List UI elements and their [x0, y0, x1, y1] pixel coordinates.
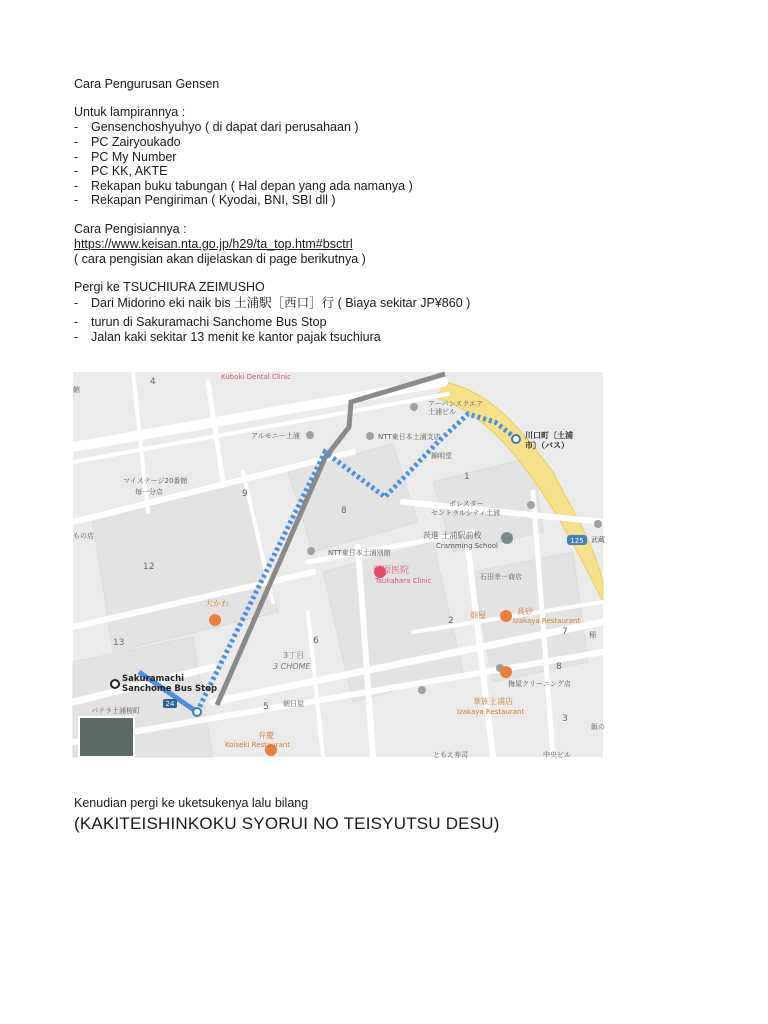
svg-text:6: 6: [313, 636, 319, 646]
attachment-item: - Gensenchoshyuhyo ( di dapat dari perusahaan ): [74, 120, 359, 134]
attachment-item: - PC My Number: [74, 150, 177, 164]
svg-text:12: 12: [143, 562, 155, 572]
svg-text:NTT東日本土浦支店: NTT東日本土浦支店: [378, 433, 441, 441]
attachment-item: - PC KK, AKTE: [74, 164, 168, 178]
attachment-item: - PC Zairyoukado: [74, 135, 181, 149]
filling-note: ( cara pengisian akan dijelaskan di page berikutnya ): [74, 252, 366, 266]
route-heading: Pergi ke TSUCHIURA ZEIMUSHO: [74, 280, 265, 294]
route-item: - Dari Midorino eki naik bis 土浦駅［西口］行 ( Biaya sekitar JP¥860 ): [74, 296, 471, 310]
svg-text:華族土浦店: 華族土浦店: [473, 697, 513, 706]
closing-phrase: (KAKITEISHINKOKU SYORUI NO TEISYUTSU DESU): [74, 814, 500, 833]
svg-text:7: 7: [562, 627, 568, 637]
svg-text:塚原医院: 塚原医院: [373, 566, 410, 576]
bus-stop-marker-icon: [111, 680, 119, 688]
svg-text:館: 館: [73, 386, 80, 394]
svg-text:飯の: 飯の: [591, 723, 605, 731]
svg-text:土浦ビル: 土浦ビル: [428, 408, 456, 416]
svg-text:8: 8: [556, 662, 562, 672]
svg-text:2: 2: [448, 616, 454, 626]
svg-text:稲: 稲: [589, 631, 596, 639]
svg-text:セントラルシティ土浦: セントラルシティ土浦: [431, 509, 501, 517]
svg-text:マイステージ20番館: マイステージ20番館: [123, 477, 188, 485]
svg-text:9: 9: [242, 489, 248, 499]
svg-text:Izakaya Restaurant: Izakaya Restaurant: [457, 708, 525, 716]
svg-text:錦明堂: 錦明堂: [431, 452, 452, 460]
svg-text:高砂: 高砂: [517, 607, 533, 616]
document-title: Cara Pengurusan Gensen: [74, 77, 220, 91]
svg-text:茨進 土浦駅前校: 茨進 土浦駅前校: [423, 531, 482, 540]
svg-text:ポレスター: ポレスター: [449, 500, 484, 508]
svg-text:Tsukahara Clinic: Tsukahara Clinic: [375, 577, 432, 585]
svg-text:もの店: もの店: [73, 532, 94, 540]
attachments-heading: Untuk lampirannya :: [74, 105, 186, 119]
svg-text:Koiseki Restaurant: Koiseki Restaurant: [225, 741, 290, 749]
svg-text:1: 1: [464, 472, 470, 482]
attachment-item: - Rekapan buku tabungan ( Hal depan yang ada namanya ): [74, 179, 413, 193]
svg-text:弁慶: 弁慶: [258, 731, 274, 740]
svg-text:Cramming School: Cramming School: [436, 542, 498, 550]
svg-text:パテラ土浦桜町: パテラ土浦桜町: [91, 707, 140, 715]
svg-text:3丁目: 3丁目: [283, 651, 305, 660]
route-item: - Jalan kaki sekitar 13 menit ke kantor pajak tsuchiura: [74, 330, 381, 344]
svg-text:アルモニー土浦: アルモニー土浦: [251, 432, 300, 440]
svg-text:ともえ寿司: ともえ寿司: [433, 751, 468, 759]
svg-text:朝日屋: 朝日屋: [283, 700, 304, 708]
route-item: - turun di Sakuramachi Sanchome Bus Stop: [74, 315, 327, 329]
svg-text:3: 3: [562, 714, 568, 724]
route-map-canvas: [73, 372, 603, 757]
svg-text:大かわ: 大かわ: [205, 599, 229, 608]
route-map[interactable]: [73, 372, 603, 757]
svg-text:Kuboki Dental Clinic: Kuboki Dental Clinic: [221, 373, 291, 381]
svg-text:24: 24: [165, 700, 175, 708]
svg-text:NTT東日本土浦別館: NTT東日本土浦別館: [328, 549, 391, 557]
svg-text:川口町〔土浦: 川口町〔土浦: [525, 431, 573, 440]
attachment-item: - Rekapan Pengiriman ( Kyodai, BNI, SBI dll ): [74, 193, 336, 207]
svg-text:梅屋クリーニング店: 梅屋クリーニング店: [508, 680, 571, 688]
svg-text:Sakuramachi: Sakuramachi: [122, 674, 185, 684]
svg-text:13: 13: [113, 638, 125, 648]
svg-text:市〕（バス）: 市〕（バス）: [525, 441, 569, 450]
svg-text:中央ビル: 中央ビル: [543, 751, 571, 759]
svg-text:5: 5: [263, 702, 269, 712]
svg-text:武蔵: 武蔵: [591, 536, 605, 544]
closing-text: Kenudian pergi ke uketsukenya lalu bilang: [74, 796, 309, 810]
svg-text:8: 8: [341, 506, 347, 516]
filling-heading: Cara Pengisiannya :: [74, 222, 187, 236]
svg-text:3 CHOME: 3 CHOME: [273, 662, 311, 671]
svg-text:石田幸一商店: 石田幸一商店: [480, 573, 522, 581]
svg-text:Sanchome Bus Stop: Sanchome Bus Stop: [122, 684, 218, 694]
svg-text:毎一分店: 毎一分店: [135, 488, 163, 496]
keisan-link[interactable]: https://www.keisan.nta.go.jp/h29/ta_top.htm#bsctrl: [74, 237, 353, 251]
svg-text:4: 4: [150, 377, 156, 387]
svg-text:アーバンスクエア: アーバンスクエア: [428, 400, 484, 408]
svg-text:Izakaya Restaurant: Izakaya Restaurant: [513, 617, 581, 625]
svg-text:畑屋: 畑屋: [470, 611, 486, 620]
svg-text:125: 125: [570, 537, 584, 545]
